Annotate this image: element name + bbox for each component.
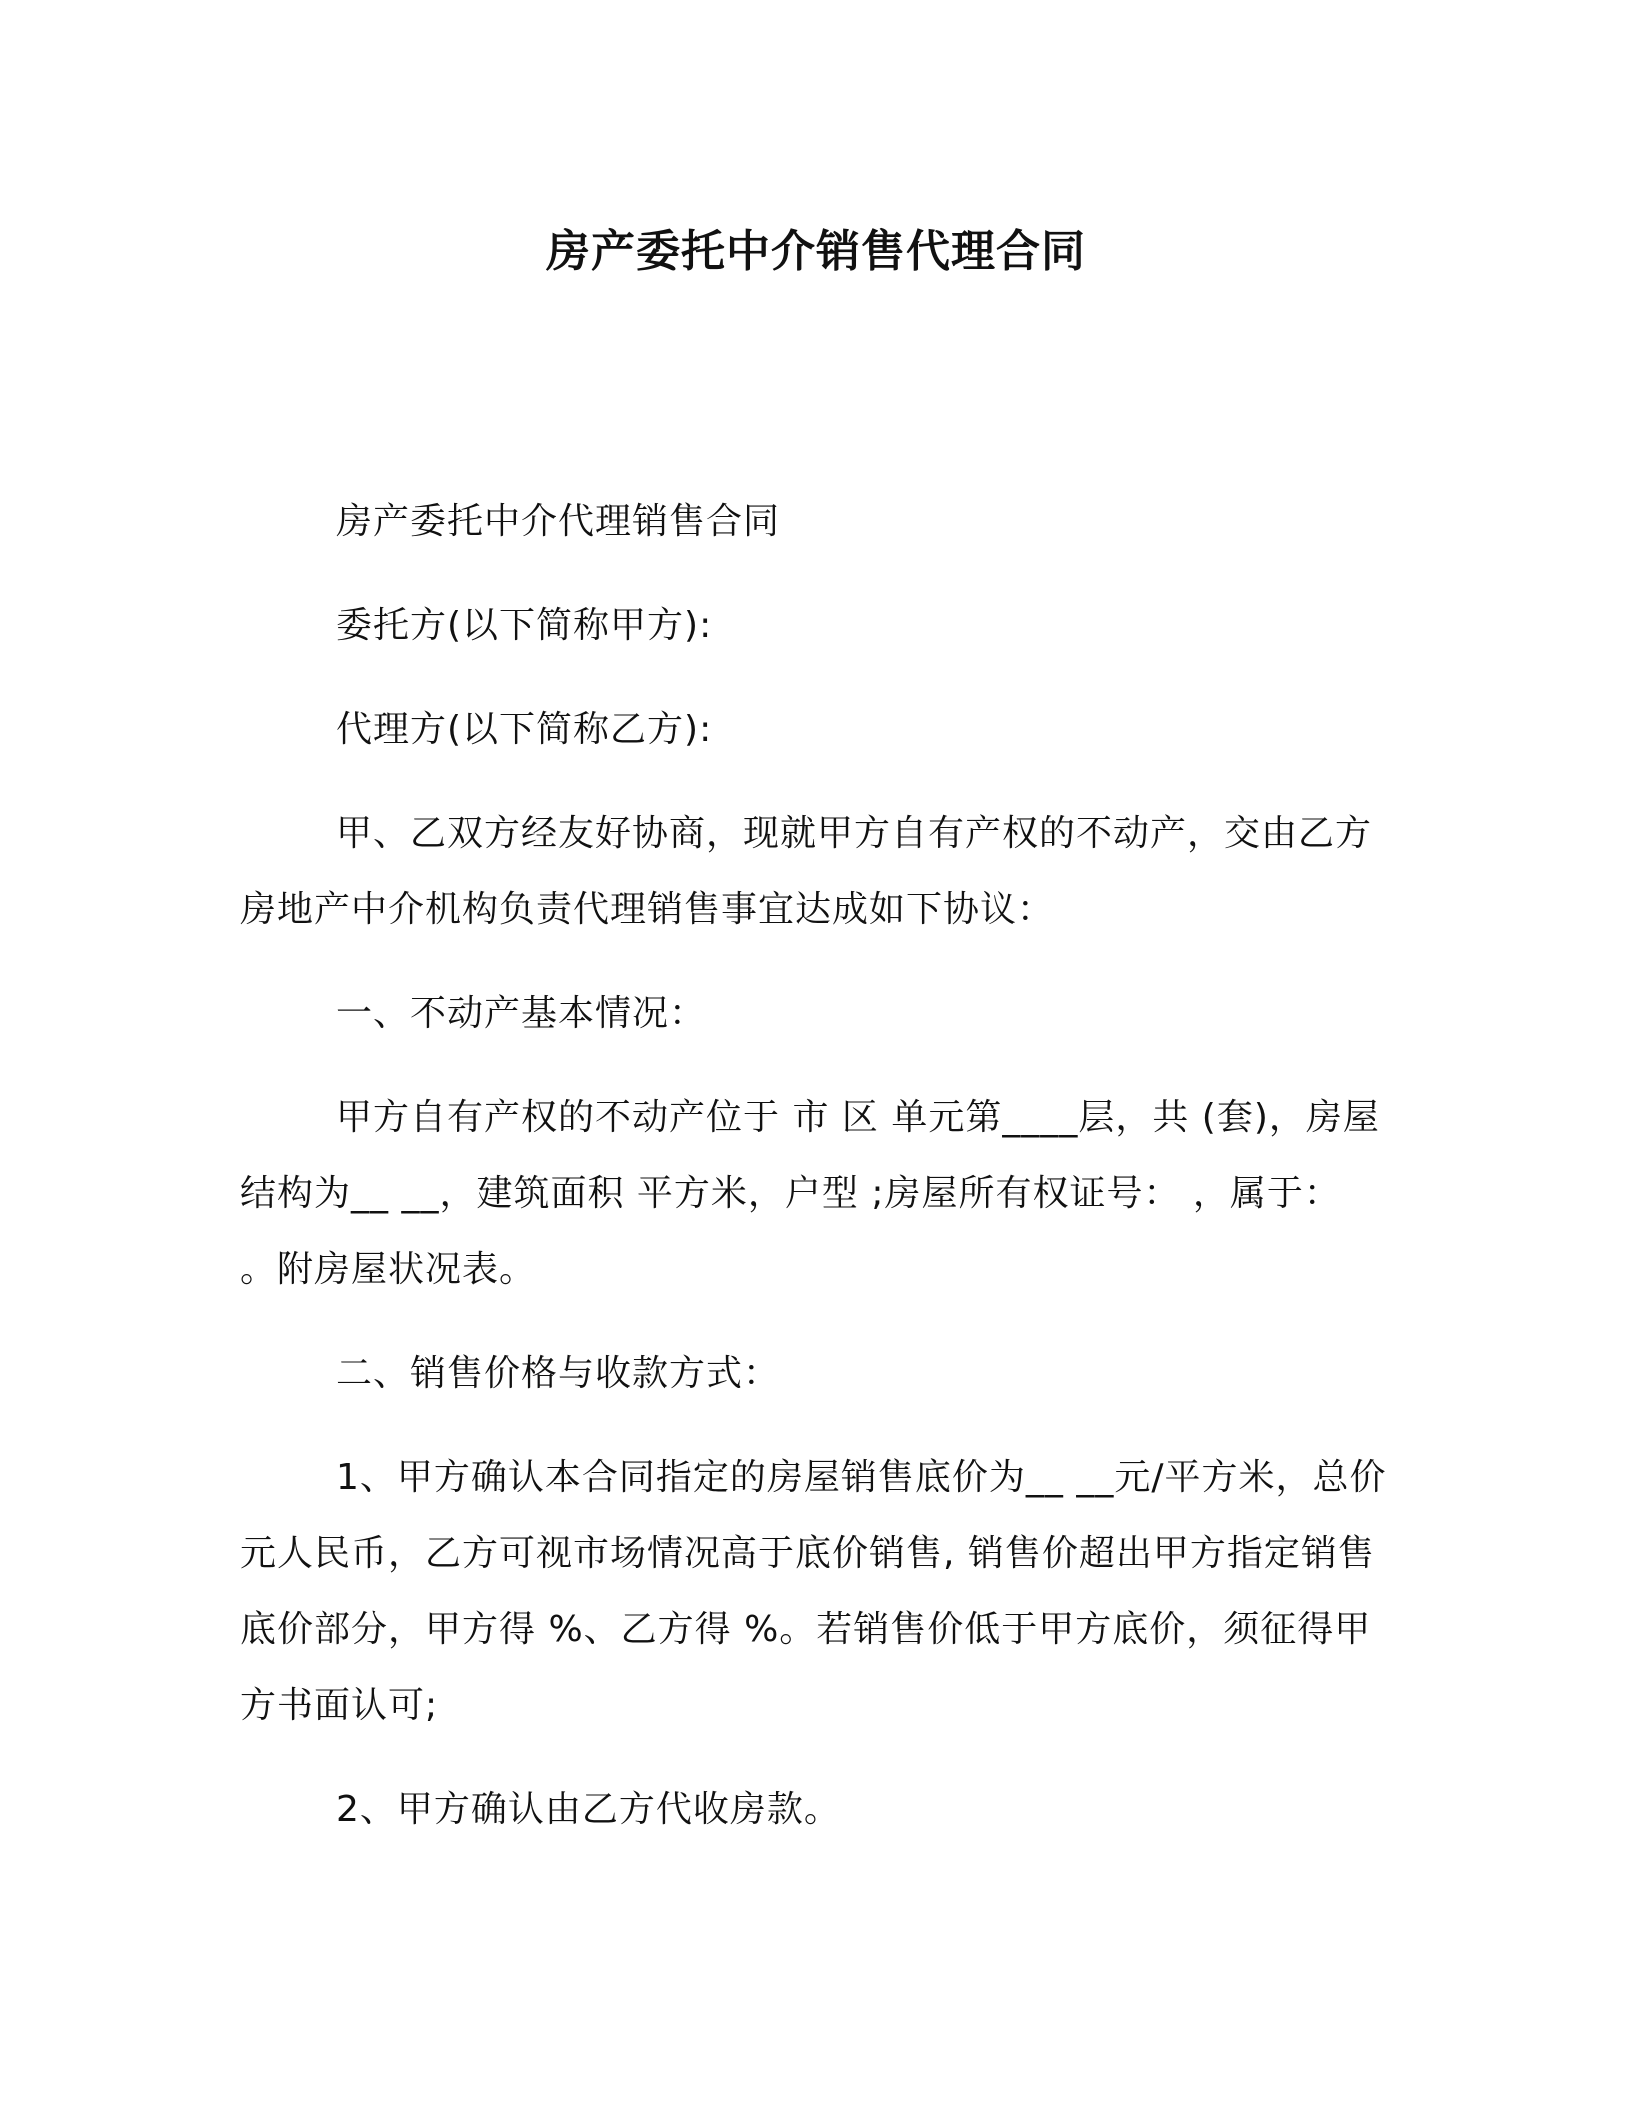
- document-title: 房产委托中介销售代理合同: [546, 226, 1086, 277]
- agent-party-line: 代理方(以下简称乙方):: [336, 709, 713, 750]
- property-details-paragraph: 甲方自有产权的不动产位于 市 区 单元第____层，共 (套)，房屋结构为__ __，建筑面积 平方米，户型 ;房屋所有权证号： ，属于： 。附房屋状况表。: [240, 1097, 1380, 1290]
- section-heading-price: 二、销售价格与收款方式：: [336, 1353, 781, 1394]
- clause-price: 1、甲方确认本合同指定的房屋销售底价为__ __元/平方米，总价 元人民币，乙方可视市场情况高于底价销售, 销售价超出甲方指定销售底价部分，甲方得 %、乙方得 %。若销售价低于甲方底价，须征得甲方书面认可;: [240, 1457, 1387, 1726]
- section-heading-property: 一、不动产基本情况：: [336, 993, 707, 1034]
- clause-payment-collection: 2、甲方确认由乙方代收房款。: [336, 1789, 841, 1830]
- principal-party-line: 委托方(以下简称甲方):: [336, 605, 713, 646]
- preamble-paragraph: 甲、乙双方经友好协商，现就甲方自有产权的不动产，交由乙方房地产中介机构负责代理销售事宜达成如下协议：: [240, 813, 1373, 930]
- contract-subtitle: 房产委托中介代理销售合同: [336, 501, 781, 542]
